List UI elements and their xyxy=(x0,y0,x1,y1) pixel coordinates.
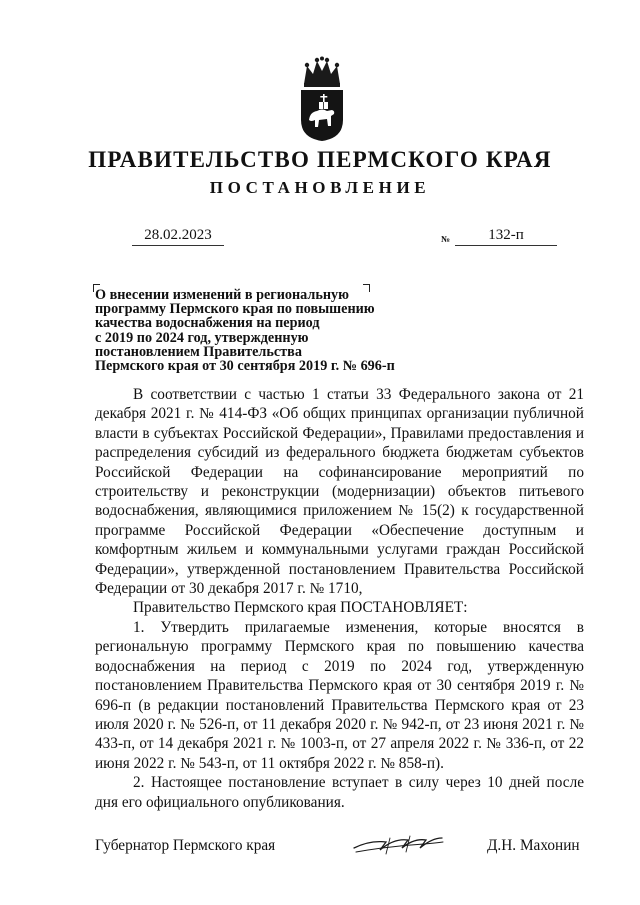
handwritten-signature xyxy=(350,826,446,860)
body-paragraph: 2. Настоящее постановление вступает в силу через 10 дней после дня его официального опубликования. xyxy=(95,774,584,811)
subject-line: О внесении изменений в региональную xyxy=(95,287,349,303)
document-date: 28.02.2023 xyxy=(132,226,224,246)
body-paragraph: 1. Утвердить прилагаемые изменения, которые вносятся в региональную программу Пермского края по повышению качества водоснабжения на период с 2019 по 2024 год, утвержденную постановлением Правительства Пермского края от 30 сентября 2019 г. № 696-п (в редакции постановлений Правительства Пермского края от 23 июля 2020 г. № 526-п, от 11 декабря 2020 г. № 942-п, от 23 июня 2021 г. № 433-п, от 14 декабря 2021 г. № 1003-п, от 27 апреля 2022 г. № 336-п, от 22 июня 2022 г. № 543-п, от 11 октября 2022 г. № 858-п). xyxy=(95,618,584,772)
subject-line: Пермского края от 30 сентября 2019 г. № 696-п xyxy=(95,357,395,374)
document-number: 132-п xyxy=(455,226,557,246)
government-title: ПРАВИТЕЛЬСТВО ПЕРМСКОГО КРАЯ xyxy=(88,147,552,172)
subject-line: с 2019 по 2024 год, утвержденную xyxy=(95,329,309,346)
document-type: ПОСТАНОВЛЕНИЕ xyxy=(209,178,431,197)
body-paragraph: В соответствии с частью 1 статьи 33 Федерального закона от 21 декабря 2021 г. № 414-ФЗ «Об общих принципах организации публичной власти в субъектах Российской Федерации», Правилами предоставления и распределения субсидий из федерального бюджета бюджетам субъектов Российской Федерации на софинансирование мероприятий по строительству и реконструкции (модернизации) объектов питьевого водоснабжения, являющимися приложением № 15(2) к государственной программе Российской Федерации «Обеспечение доступным и комфортным жильем и коммунальными услугами граждан Российской Федерации», утвержденной постановлением Правительства Российской Федерации от 30 декабря 2017 г. № 1710, xyxy=(95,386,584,598)
document-body xyxy=(95,385,584,812)
document-subject xyxy=(95,288,395,373)
body-paragraph: Правительство Пермского края ПОСТАНОВЛЯЕТ: xyxy=(133,599,468,617)
number-label: № xyxy=(441,234,451,244)
subject-line: качества водоснабжения на период xyxy=(95,315,320,332)
signatory-role: Губернатор Пермского края xyxy=(95,837,276,854)
coat-of-arms-icon xyxy=(298,56,346,142)
subject-line: постановлением Правительства xyxy=(95,343,302,360)
subject-line: программу Пермского края по повышению xyxy=(95,301,375,318)
signatory-name: Д.Н. Махонин xyxy=(487,837,580,854)
